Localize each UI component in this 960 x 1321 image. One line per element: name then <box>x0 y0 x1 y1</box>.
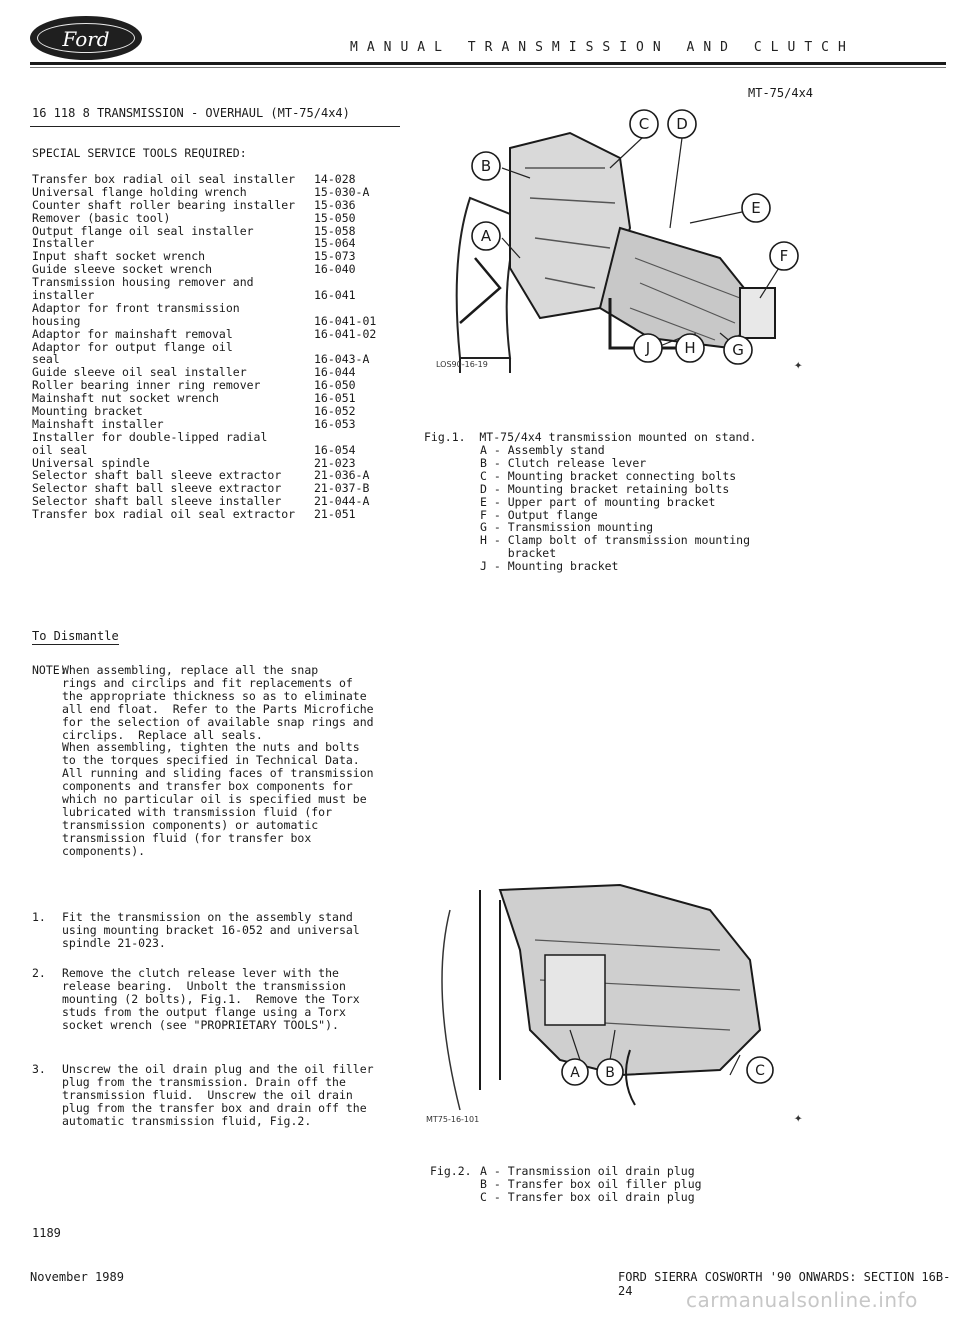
fig1-legend-item: H - Clamp bolt of transmission mounting <box>480 533 751 548</box>
note-line: components and transfer box components for <box>62 779 353 794</box>
fig1-legend-item: F - Output flange <box>480 507 598 522</box>
note-body <box>62 664 374 858</box>
note-line: transmission fluid (for transfer box <box>62 830 312 845</box>
release-lever <box>460 258 500 323</box>
extension-housing <box>600 228 760 348</box>
tool-name: Selector shaft ball sleeve extractor <box>32 468 282 483</box>
tool-name: housing <box>32 313 81 328</box>
tool-name: Guide sleeve oil seal installer <box>32 365 247 380</box>
tool-name: Selector shaft ball sleeve extractor <box>32 481 282 496</box>
tool-code: 21-023 <box>314 455 356 470</box>
note-line: When assembling, tighten the nuts and bolts <box>62 740 360 755</box>
tool-code: 16-044 <box>314 365 356 380</box>
transfer-box-case <box>500 885 760 1075</box>
fig1-callout-d: D <box>676 115 688 133</box>
fig1-legend-item: A - Assembly stand <box>480 443 605 457</box>
tool-name: Universal flange holding wrench <box>32 184 247 199</box>
tool-name: Transfer box radial oil seal installer <box>32 172 296 186</box>
tool-row <box>32 302 392 315</box>
tool-code: 15-073 <box>314 249 356 264</box>
tool-code: 15-058 <box>314 223 356 238</box>
stand-edge <box>442 910 460 1110</box>
step-line: transmission fluid. Unscrew the oil drain <box>62 1087 353 1102</box>
dismantle-title-text: To Dismantle <box>32 629 119 643</box>
tool-code: 21-036-A <box>314 468 370 483</box>
bracket-plate <box>480 890 500 1090</box>
tool-name: Mainshaft installer <box>32 416 164 431</box>
page-number: 1189 <box>32 1226 61 1240</box>
tool-name: Output flange oil seal installer <box>32 223 254 238</box>
tool-name: Adaptor for mainshaft removal <box>32 326 233 341</box>
fig2-legend-item: A - Transmission oil drain plug <box>480 1164 695 1178</box>
step-line: studs from the output flange using a Torx <box>62 1004 346 1019</box>
step-line: using mounting bracket 16-052 and universal <box>62 922 360 937</box>
note-line: lubricated with transmission fluid (for <box>62 804 333 819</box>
tool-name: Roller bearing inner ring remover <box>32 378 261 393</box>
fig1-photo-code: LOS90-16-19 <box>436 360 488 369</box>
fig1-legend <box>480 444 750 573</box>
tool-name: installer <box>32 288 95 303</box>
tool-name: Adaptor for front transmission <box>32 300 240 315</box>
tool-name: Selector shaft ball sleeve installer <box>32 494 282 509</box>
fig1-legend-item: B - Clutch release lever <box>480 455 647 470</box>
fig2-photo-code: MT75-16-101 <box>426 1115 480 1124</box>
cover-plate <box>545 955 605 1025</box>
ford-logo <box>30 16 142 60</box>
footer-publication: FORD SIERRA COSWORTH '90 ONWARDS: SECTION 16B-24 <box>618 1270 951 1298</box>
tool-name: Adaptor for output flange oil <box>32 339 233 354</box>
fig1-callout-j: J <box>645 339 651 357</box>
section-heading-rule <box>30 126 400 127</box>
step-line: spindle 21-023. <box>62 935 166 950</box>
note-line: the appropriate thickness so as to eliminate <box>62 688 367 703</box>
step-line: mounting (2 bolts), Fig.1. Remove the Torx <box>62 991 360 1006</box>
fig1-callout-g: G <box>732 341 744 359</box>
fig1-callout-b: B <box>480 157 492 175</box>
tool-name: Mounting bracket <box>32 404 143 419</box>
manual-title: MANUAL TRANSMISSION AND CLUTCH <box>350 40 855 55</box>
tool-name: Installer for double-lipped radial <box>32 429 268 444</box>
step-line: plug from the transfer box and drain off the <box>62 1100 367 1115</box>
tool-code: 16-041-02 <box>314 326 377 341</box>
tool-name: Transfer box radial oil seal extractor <box>32 507 296 522</box>
fig2-callout-c: C <box>755 1063 765 1079</box>
fig1-callout-e: E <box>751 199 761 217</box>
step-number: 2. <box>32 966 46 980</box>
orientation-mark-icon: ✦ <box>794 1110 803 1126</box>
note-line: components). <box>62 843 146 858</box>
tool-name: Guide sleeve socket wrench <box>32 262 213 277</box>
tool-code: 15-050 <box>314 210 356 225</box>
tool-name: Universal spindle <box>32 455 150 470</box>
tool-code: 21-044-A <box>314 494 370 509</box>
tools-title: SPECIAL SERVICE TOOLS REQUIRED: <box>32 146 247 160</box>
step-body <box>62 911 360 950</box>
section-heading: 16 118 8 TRANSMISSION - OVERHAUL (MT-75/4x4) <box>32 106 350 120</box>
tool-name: Remover (basic tool) <box>32 210 171 225</box>
tool-name: seal <box>32 352 60 367</box>
watermark: carmanualsonline.info <box>686 1288 918 1312</box>
note-line: to the torques specified in Technical Data. <box>62 753 360 768</box>
tool-code: 16-051 <box>314 391 356 406</box>
fig1-callout-f: F <box>779 247 789 265</box>
note-line: which no particular oil is specified must be <box>62 792 367 807</box>
step-number: 1. <box>32 910 46 924</box>
fig2-callout-b: B <box>605 1065 615 1081</box>
tool-code: 15-036 <box>314 197 356 212</box>
fig1-legend-item: E - Upper part of mounting bracket <box>480 494 716 509</box>
fig1-legend-item: bracket <box>480 546 557 561</box>
tool-name: oil seal <box>32 442 88 457</box>
tool-code: 16-050 <box>314 378 356 393</box>
step-line: Unscrew the oil drain plug and the oil filler <box>62 1062 374 1076</box>
fig2-caption-title: Fig.2. <box>430 1164 472 1178</box>
tool-code: 16-041 <box>314 288 356 303</box>
tool-code: 16-053 <box>314 416 356 431</box>
tool-code: 16-040 <box>314 262 356 277</box>
fig2-illustration <box>420 870 800 1115</box>
step-body <box>62 967 360 1032</box>
note-line: transmission components) or automatic <box>62 817 319 832</box>
tool-code: 16-043-A <box>314 352 370 367</box>
note-line: rings and circlips and fit replacements of <box>62 675 353 690</box>
step-line: plug from the transmission. Drain off the <box>62 1074 346 1089</box>
tool-code: 16-041-01 <box>314 313 377 328</box>
tool-code: 16-054 <box>314 442 356 457</box>
page-code: MT-75/4x4 <box>748 86 814 100</box>
fig2-legend <box>480 1165 702 1204</box>
fig1-legend-item: C - Mounting bracket connecting bolts <box>480 468 737 483</box>
step-body <box>62 1063 374 1128</box>
fig1-caption-title: Fig.1. MT-75/4x4 transmission mounted on stand. <box>424 430 757 444</box>
note-line: circlips. Replace all seals. <box>62 727 263 742</box>
tool-name: Installer <box>32 236 95 251</box>
header-divider-thin <box>30 67 946 68</box>
fig1-legend-item: J - Mounting bracket <box>480 559 619 574</box>
tool-name: Input shaft socket wrench <box>32 249 206 264</box>
step-line: release bearing. Unbolt the transmission <box>62 978 346 993</box>
tool-code: 16-052 <box>314 404 356 419</box>
tool-name: Transmission housing remover and <box>32 275 254 290</box>
step-line: socket wrench (see "PROPRIETARY TOOLS"). <box>62 1017 339 1032</box>
fig1-callout-c: C <box>638 115 650 133</box>
fig2-legend-item: B - Transfer box oil filler plug <box>480 1176 702 1191</box>
tool-name: Mainshaft nut socket wrench <box>32 391 219 406</box>
leader-c <box>610 138 642 168</box>
note-line: When assembling, replace all the snap <box>62 663 319 677</box>
orientation-mark-icon: ✦ <box>794 357 803 373</box>
tool-code: 15-030-A <box>314 184 370 199</box>
step-line: automatic transmission fluid, Fig.2. <box>62 1113 312 1128</box>
step-line: Remove the clutch release lever with the <box>62 966 339 980</box>
note-line: for the selection of available snap rings and <box>62 714 374 729</box>
dismantle-title <box>32 629 119 643</box>
fig1-callout-a: A <box>480 227 492 245</box>
leader-d <box>670 138 682 228</box>
step-line: Fit the transmission on the assembly stand <box>62 910 353 924</box>
tool-code: 15-064 <box>314 236 356 251</box>
note-line: All running and sliding faces of transmission <box>62 766 374 781</box>
fig1-illustration <box>420 108 803 378</box>
note-line: all end float. Refer to the Parts Microfiche <box>62 701 374 716</box>
tool-code: 21-051 <box>314 507 356 522</box>
fig1-callout-h: H <box>684 339 696 357</box>
tools-list <box>32 173 392 521</box>
note-label: NOTE: <box>32 663 67 677</box>
tool-code: 14-028 <box>314 172 356 186</box>
tool-code: 21-037-B <box>314 481 370 496</box>
fig1-legend-item: G - Transmission mounting <box>480 520 654 535</box>
ford-logo-text: Ford <box>37 23 135 53</box>
footer-date: November 1989 <box>30 1270 124 1284</box>
tool-name: Counter shaft roller bearing installer <box>32 197 296 212</box>
header-divider <box>30 62 946 65</box>
leader-e <box>690 212 742 223</box>
tool-row <box>32 508 392 521</box>
fig2-legend-item: C - Transfer box oil drain plug <box>480 1189 695 1204</box>
output-flange <box>740 288 775 338</box>
fig1-legend-item: D - Mounting bracket retaining bolts <box>480 481 730 496</box>
step-number: 3. <box>32 1062 46 1076</box>
fig2-callout-a: A <box>570 1065 580 1081</box>
